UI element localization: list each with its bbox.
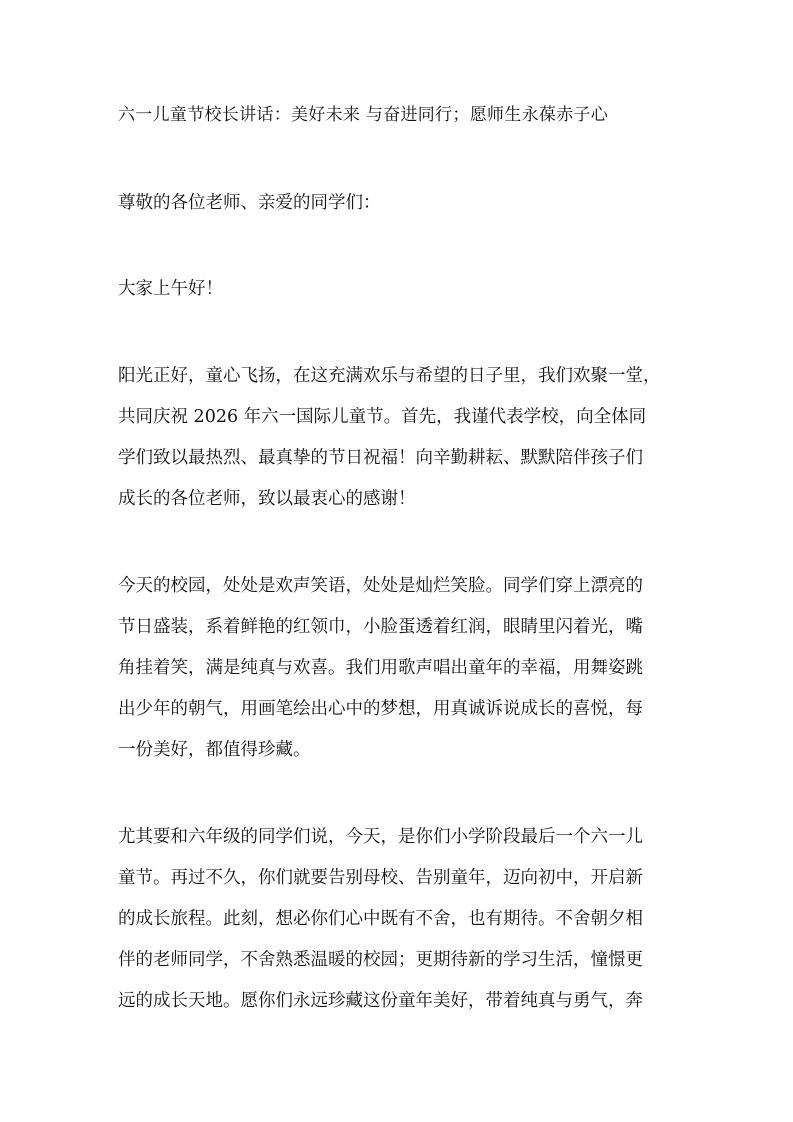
paragraph-line: 出少年的朝气，用画笔绘出心中的梦想，用真诚诉说成长的喜悦，每 bbox=[118, 699, 643, 719]
document-title: 六一儿童节校长讲话：美好未来 与奋进同行；愿师生永葆赤子心 bbox=[118, 105, 609, 125]
salutation: 尊敬的各位老师、亲爱的同学们： bbox=[118, 193, 381, 213]
paragraph-line: 伴的老师同学，不舍熟悉温暖的校园；更期待新的学习生活，憧憬更 bbox=[118, 950, 643, 970]
paragraph-line: 远的成长天地。愿你们永远珍藏这份童年美好，带着纯真与勇气，奔 bbox=[118, 991, 643, 1011]
paragraph-line: 尤其要和六年级的同学们说，今天，是你们小学阶段最后一个六一儿 bbox=[118, 827, 643, 847]
paragraph-line: 节日盛装，系着鲜艳的红领巾，小脸蛋透着红润，眼睛里闪着光，嘴 bbox=[118, 617, 643, 637]
greeting: 大家上午好！ bbox=[118, 279, 223, 299]
paragraph-line: 童节。再过不久，你们就要告别母校、告别童年，迈向初中，开启新 bbox=[118, 868, 643, 888]
paragraph-1 bbox=[118, 362, 681, 514]
paragraph-3 bbox=[118, 823, 681, 1016]
paragraph-line: 共同庆祝 2026 年六一国际儿童节。首先，我谨代表学校，向全体同 bbox=[118, 407, 647, 427]
paragraph-line: 一份美好，都值得珍藏。 bbox=[118, 740, 311, 760]
paragraph-line: 今天的校园，处处是欢声笑语，处处是灿烂笑脸。同学们穿上漂亮的 bbox=[118, 576, 643, 596]
paragraph-line: 的成长旅程。此刻，想必你们心中既有不舍，也有期待。不舍朝夕相 bbox=[118, 909, 643, 929]
paragraph-2 bbox=[118, 572, 681, 765]
paragraph-line: 阳光正好，童心飞扬，在这充满欢乐与希望的日子里，我们欢聚一堂， bbox=[118, 366, 661, 386]
paragraph-line: 角挂着笑，满是纯真与欢喜。我们用歌声唱出童年的幸福，用舞姿跳 bbox=[118, 658, 643, 678]
paragraph-line: 学们致以最热烈、最真挚的节日祝福！向辛勤耕耘、默默陪伴孩子们 bbox=[118, 448, 643, 468]
paragraph-line: 成长的各位老师，致以最衷心的感谢！ bbox=[118, 489, 416, 509]
